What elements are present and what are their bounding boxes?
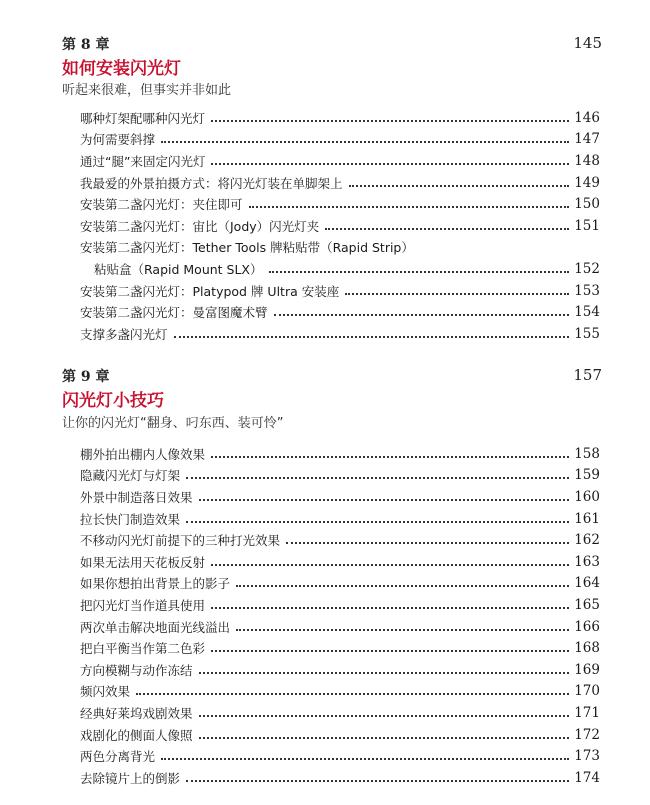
toc-entry <box>80 258 600 280</box>
toc-entry-page: 152 <box>571 261 600 277</box>
toc-entry-title: 通过“腿”来固定闪光灯 <box>80 152 209 170</box>
toc-entry <box>80 508 600 530</box>
toc-entry-page: 166 <box>571 619 600 635</box>
toc-entry <box>80 702 600 724</box>
chapter-8-subtitle: 听起来很难，但事实并非如此 <box>62 83 232 98</box>
toc-entry <box>80 681 600 703</box>
toc-entry <box>80 301 600 323</box>
dot-leader <box>211 120 569 122</box>
toc-entry-title: 两色分离背光 <box>80 747 159 765</box>
dot-leader <box>236 629 569 631</box>
dot-leader <box>199 715 570 717</box>
toc-entry <box>80 237 600 259</box>
dot-leader <box>349 185 570 187</box>
toc-entry <box>80 465 600 487</box>
toc-entry-page: 169 <box>571 662 600 678</box>
toc-entry-page: 147 <box>571 131 600 147</box>
chapter-8-number: 第 8 章 <box>62 37 110 53</box>
chapter-9-number: 第 9 章 <box>62 369 110 385</box>
toc-entry-page: 153 <box>571 283 600 299</box>
toc-entry-page: 161 <box>571 511 600 527</box>
toc-entry <box>80 573 600 595</box>
toc-entry-title: 频闪效果 <box>80 682 134 700</box>
toc-entry <box>80 767 600 789</box>
toc-entry <box>80 616 600 638</box>
dot-leader <box>199 737 570 739</box>
toc-entry-title: 安装第二盏闪光灯：Tether Tools 牌粘贴带（Rapid Strip） <box>80 240 414 256</box>
toc-entry-title: 为何需要斜撑 <box>80 130 159 148</box>
dot-leader <box>274 314 570 316</box>
chapter-9-page: 157 <box>573 366 602 384</box>
toc-entry-title: 去除镜片上的倒影 <box>80 769 184 787</box>
dot-leader <box>269 271 570 273</box>
toc-entry-title: 隐藏闪光灯与灯架 <box>80 466 184 484</box>
dot-leader <box>236 585 569 587</box>
toc-entry-page: 174 <box>571 770 600 786</box>
toc-entry <box>80 129 600 151</box>
dot-leader <box>286 542 569 544</box>
toc-entry-page: 173 <box>571 748 600 764</box>
dot-leader <box>211 163 569 165</box>
toc-entry-page: 155 <box>571 326 600 342</box>
toc-entry-page: 168 <box>571 640 600 656</box>
dot-leader <box>199 672 570 674</box>
chapter-9-subtitle: 让你的闪光灯“翻身、叼东西、装可怜” <box>62 416 284 431</box>
toc-entry <box>80 215 600 237</box>
toc-entry-title: 戏剧化的侧面人像照 <box>80 726 197 744</box>
toc-entry-page: 170 <box>571 683 600 699</box>
dot-leader <box>345 293 569 295</box>
dot-leader <box>211 607 569 609</box>
toc-entry <box>80 745 600 767</box>
chapter-8-entries <box>80 107 600 345</box>
dot-leader <box>174 336 570 338</box>
toc-entry <box>80 486 600 508</box>
toc-entry-title: 拉长快门制造效果 <box>80 510 184 528</box>
chapter-9-title: 闪光灯小技巧 <box>62 391 164 411</box>
dot-leader <box>136 693 569 695</box>
toc-entry-title: 支撑多盏闪光灯 <box>80 325 172 343</box>
dot-leader <box>161 758 569 760</box>
toc-entry <box>80 529 600 551</box>
toc-entry-title: 安装第二盏闪光灯：Platypod 牌 Ultra 安装座 <box>80 282 343 300</box>
toc-entry <box>80 443 600 465</box>
toc-entry-title: 我最爱的外景拍摄方式：将闪光灯装在单脚架上 <box>80 174 347 192</box>
dot-leader <box>186 521 569 523</box>
toc-entry-page: 159 <box>571 467 600 483</box>
dot-leader <box>211 564 569 566</box>
toc-entry-title: 哪种灯架配哪种闪光灯 <box>80 109 209 127</box>
toc-entry <box>80 637 600 659</box>
toc-entry-page: 154 <box>571 304 600 320</box>
toc-entry <box>80 193 600 215</box>
dot-leader <box>211 650 569 652</box>
toc-entry-page: 162 <box>571 532 600 548</box>
toc-entry-title: 方向模糊与动作冻结 <box>80 661 197 679</box>
chapter-8-page: 145 <box>573 34 602 52</box>
toc-entry-title: 如果你想拍出背景上的影子 <box>80 574 234 592</box>
toc-entry-title: 粘贴盒（Rapid Mount SLX） <box>94 260 267 278</box>
toc-entry-page: 149 <box>571 175 600 191</box>
toc-entry <box>80 724 600 746</box>
toc-entry-title: 把白平衡当作第二色彩 <box>80 639 209 657</box>
dot-leader <box>249 206 570 208</box>
toc-entry-page: 163 <box>571 554 600 570</box>
dot-leader <box>186 780 569 782</box>
toc-entry <box>80 172 600 194</box>
toc-entry <box>80 551 600 573</box>
chapter-9-header <box>62 366 602 386</box>
toc-entry-page: 151 <box>571 218 600 234</box>
toc-entry-title: 棚外拍出棚内人像效果 <box>80 445 209 463</box>
toc-entry-title: 外景中制造落日效果 <box>80 488 197 506</box>
chapter-8-header <box>62 34 602 54</box>
toc-entry-page: 150 <box>571 196 600 212</box>
toc-entry-title: 安装第二盏闪光灯：宙比（Jody）闪光灯夹 <box>80 217 323 235</box>
toc-entry <box>80 107 600 129</box>
toc-entry-page: 158 <box>571 446 600 462</box>
dot-leader <box>199 499 570 501</box>
toc-entry-page: 171 <box>571 705 600 721</box>
toc-entry-title: 经典好莱坞戏剧效果 <box>80 704 197 722</box>
toc-entry-title: 安装第二盏闪光灯：曼富图魔术臂 <box>80 303 272 321</box>
toc-entry <box>80 659 600 681</box>
toc-entry-title: 如果无法用天花板反射 <box>80 553 209 571</box>
dot-leader <box>211 456 569 458</box>
dot-leader <box>186 477 569 479</box>
toc-entry <box>80 150 600 172</box>
toc-entry-title: 把闪光灯当作道具使用 <box>80 596 209 614</box>
toc-entry <box>80 594 600 616</box>
toc-entry-title: 不移动闪光灯前提下的三种打光效果 <box>80 531 284 549</box>
chapter-9-entries <box>80 443 600 789</box>
toc-entry-title: 安装第二盏闪光灯：夹住即可 <box>80 195 247 213</box>
toc-entry-page: 172 <box>571 727 600 743</box>
chapter-8-title: 如何安装闪光灯 <box>62 59 181 79</box>
toc-entry-page: 165 <box>571 597 600 613</box>
toc-entry-page: 148 <box>571 153 600 169</box>
toc-entry-title: 两次单击解决地面光线溢出 <box>80 618 234 636</box>
toc-entry <box>80 280 600 302</box>
toc-entry-page: 160 <box>571 489 600 505</box>
toc-entry-page: 164 <box>571 575 600 591</box>
dot-leader <box>161 141 569 143</box>
toc-entry <box>80 323 600 345</box>
toc-entry-page: 146 <box>571 110 600 126</box>
dot-leader <box>325 228 569 230</box>
